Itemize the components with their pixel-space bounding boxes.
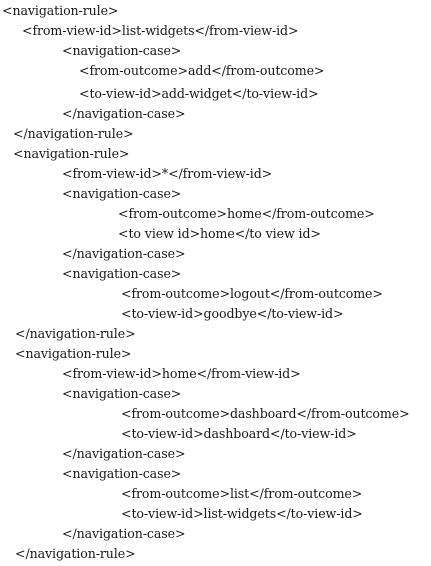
code-line: </navigation-case> [62,446,186,461]
code-line: <navigation-case> [62,266,182,281]
code-line: <to-view-id>goodbye</to-view-id> [121,306,344,321]
code-line: <navigation-rule> [15,346,132,361]
code-line: </navigation-case> [62,106,186,121]
code-line: <to-view-id>add-widget</to-view-id> [79,86,319,101]
code-line: <from-outcome>logout</from-outcome> [121,286,383,301]
code-line: <from-outcome>list</from-outcome> [121,486,363,501]
code-line: <navigation-rule> [2,3,119,18]
code-line: <from-view-id>home</from-view-id> [62,366,301,381]
code-line: <from-view-id>list-widgets</from-view-id> [22,23,299,38]
code-line: </navigation-rule> [15,326,136,341]
code-line: <from-outcome>home</from-outcome> [118,206,375,221]
code-line: </navigation-rule> [13,126,134,141]
code-line: <to view id>home</to view id> [118,226,321,241]
code-line: <navigation-case> [62,466,182,481]
code-line: <from-view-id>*</from-view-id> [62,166,273,181]
code-line: <navigation-case> [62,186,182,201]
code-line: </navigation-rule> [15,546,136,561]
code-line: <from-outcome>dashboard</from-outcome> [121,406,410,421]
code-line: <navigation-case> [62,43,182,58]
code-line: <from-outcome>add</from-outcome> [79,63,325,78]
code-line: <to-view-id>dashboard</to-view-id> [121,426,357,441]
code-line: <navigation-rule> [13,146,130,161]
code-line: </navigation-case> [62,246,186,261]
code-line: <to-view-id>list-widgets</to-view-id> [121,506,363,521]
code-line: <navigation-case> [62,386,182,401]
code-line: </navigation-case> [62,526,186,541]
